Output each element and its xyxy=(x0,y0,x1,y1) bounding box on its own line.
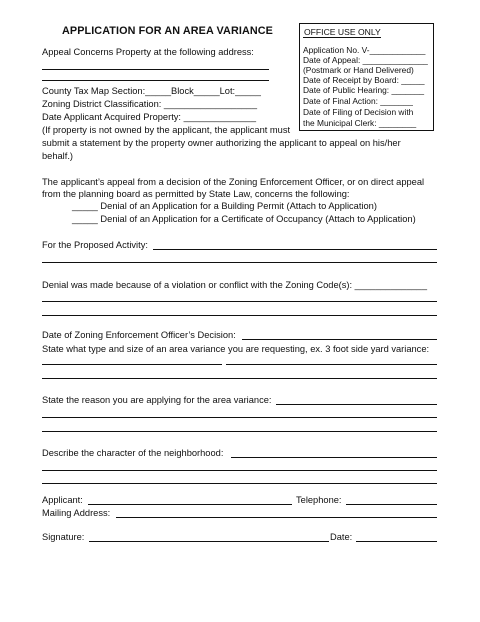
appeal-text-1: The applicant’s appeal from a decision of the Zoning Enforcement Officer, or on direct appeal xyxy=(42,177,425,187)
zoning-district-field[interactable]: Zoning District Classification: __________________ xyxy=(42,99,257,109)
neighborhood-label: Describe the character of the neighborhood: xyxy=(42,448,224,458)
neighborhood-line-3[interactable] xyxy=(42,483,437,484)
not-owned-note-1: (If property is not owned by the applicant, the applicant must xyxy=(42,125,291,135)
not-owned-note-3: behalf.) xyxy=(42,151,74,161)
proposed-activity-line-1[interactable] xyxy=(153,249,437,250)
variance-type-line-1a[interactable] xyxy=(42,364,222,365)
office-use-heading-rule xyxy=(303,37,381,38)
signature-label: Signature: xyxy=(42,532,85,542)
reason-line-1[interactable] xyxy=(276,404,437,405)
office-postmark-note: (Postmark or Hand Delivered) xyxy=(303,65,414,75)
decision-date-label: Date of Zoning Enforcement Officer’s Decision: xyxy=(42,330,236,340)
applicant-label: Applicant: xyxy=(42,495,83,505)
denial-reason-field[interactable]: Denial was made because of a violation or conflict with the Zoning Code(s): ______________ xyxy=(42,280,428,290)
neighborhood-line-1[interactable] xyxy=(231,457,437,458)
denial-reason-line-1[interactable] xyxy=(42,301,437,302)
signature-line[interactable] xyxy=(89,541,329,542)
office-use-heading: OFFICE USE ONLY xyxy=(304,27,381,37)
date-label: Date: xyxy=(330,532,353,542)
mailing-address-line[interactable] xyxy=(116,517,437,518)
denial-reason-line-2[interactable] xyxy=(42,315,437,316)
not-owned-note-2: submit a statement by the property owner authorizing the applicant to appeal on his/her xyxy=(42,138,401,148)
office-use-box xyxy=(299,23,434,131)
neighborhood-line-2[interactable] xyxy=(42,470,437,471)
variance-type-line-2[interactable] xyxy=(42,378,437,379)
proposed-activity-line-2[interactable] xyxy=(42,262,437,263)
applicant-line[interactable] xyxy=(88,504,292,505)
variance-type-label: State what type and size of an area variance you are requesting, ex. 3 foot side yard variance: xyxy=(42,344,430,354)
office-date-final-action: Date of Final Action: _______ xyxy=(303,96,413,106)
form-title: APPLICATION FOR AN AREA VARIANCE xyxy=(62,25,273,37)
appeal-text-2: from the planning board as permitted by State Law, concerns the following: xyxy=(42,189,350,199)
proposed-activity-label: For the Proposed Activity: xyxy=(42,240,148,250)
tax-map-field[interactable]: County Tax Map Section:_____Block_____Lot:_____ xyxy=(42,86,261,96)
option-certificate-occupancy[interactable]: _____ Denial of an Application for a Certificate of Occupancy (Attach to Application) xyxy=(72,214,416,224)
telephone-line[interactable] xyxy=(346,504,437,505)
decision-date-line[interactable] xyxy=(242,339,437,340)
office-municipal-clerk: the Municipal Clerk: ________ xyxy=(303,118,417,128)
variance-type-line-1b[interactable] xyxy=(226,364,437,365)
office-application-no: Application No. V-____________ xyxy=(303,45,426,55)
telephone-label: Telephone: xyxy=(296,495,342,505)
address-line-2[interactable] xyxy=(42,80,269,81)
reason-label: State the reason you are applying for the area variance: xyxy=(42,395,272,405)
reason-line-2[interactable] xyxy=(42,417,437,418)
address-label: Appeal Concerns Property at the following address: xyxy=(42,47,254,57)
office-date-of-receipt: Date of Receipt by Board: _____ xyxy=(303,75,425,85)
mailing-address-label: Mailing Address: xyxy=(42,508,111,518)
office-date-filing-decision: Date of Filing of Decision with xyxy=(303,107,414,117)
office-date-public-hearing: Date of Public Hearing: _______ xyxy=(303,85,425,95)
option-building-permit[interactable]: _____ Denial of an Application for a Building Permit (Attach to Application) xyxy=(72,201,377,211)
date-acquired-field[interactable]: Date Applicant Acquired Property: ______________ xyxy=(42,112,256,122)
reason-line-3[interactable] xyxy=(42,431,437,432)
office-date-of-appeal: Date of Appeal: ______________ xyxy=(303,55,428,65)
address-line-1[interactable] xyxy=(42,69,269,70)
date-line[interactable] xyxy=(356,541,437,542)
